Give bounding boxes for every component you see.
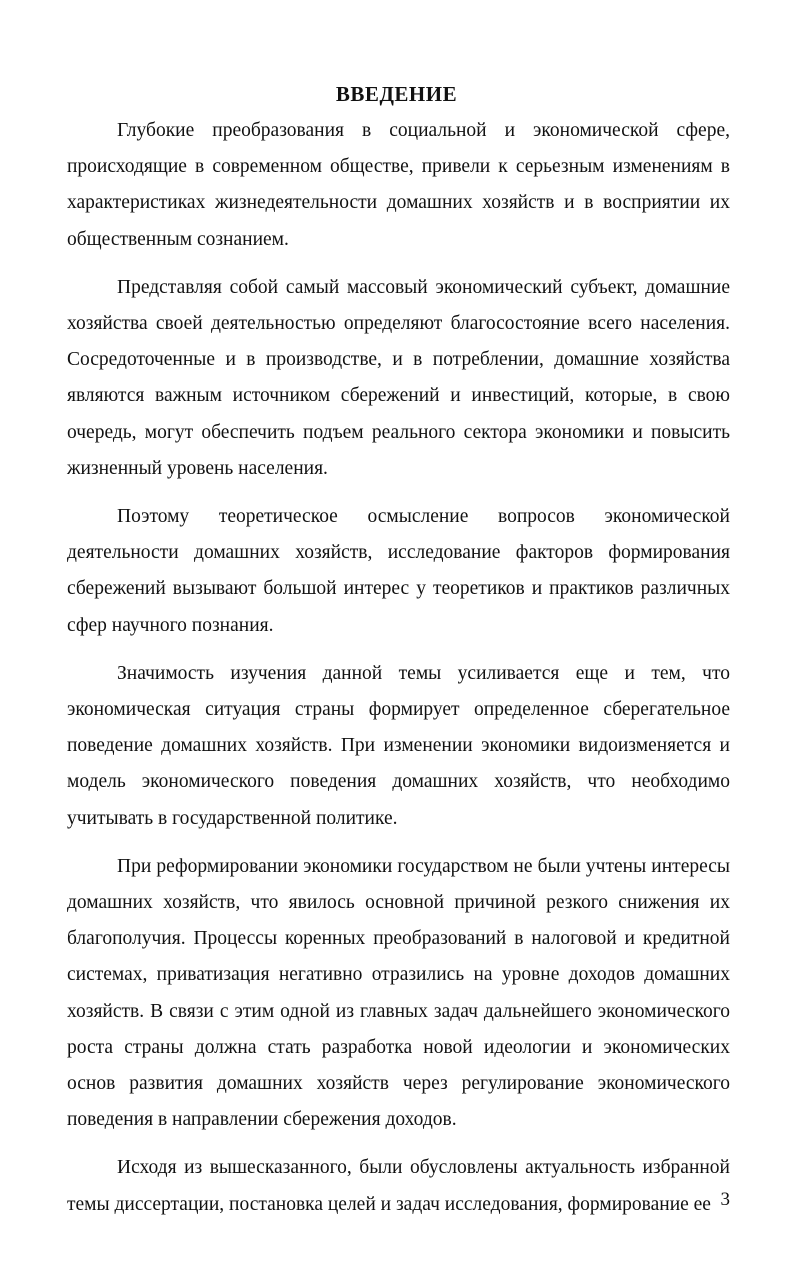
page-heading: ВВЕДЕНИЕ <box>335 82 458 106</box>
paragraph-3: Поэтому теоретическое осмысление вопросов экономической деятельности домашних хозяйств, исследование факторов формирования сбережений вызывают большой интерес у теоретиков и практиков различных сфер научного познания. <box>67 506 730 636</box>
paragraph-6: Исходя из вышесказанного, были обусловлены актуальность избранной темы диссертации, постановка целей и задач исследования, формирование ее <box>67 1157 730 1215</box>
page-number: 3 <box>720 1189 730 1210</box>
paragraph-2: Представляя собой самый массовый экономический субъект, домашние хозяйства своей деятельностью определяют благосостояние всего населения. Сосредоточенные и в производстве, и в потреблении, домашние хозяйства являются важным источником сбережений и инвестиций, которые, в свою очередь, могут обеспечить подъем реального сектора экономики и повысить жизненный уровень населения. <box>67 276 730 479</box>
paragraph-4: Значимость изучения данной темы усиливается еще и тем, что экономическая ситуация страны формирует определенное сберегательное поведение домашних хозяйств. При изменении экономики видоизменяется и модель экономического поведения домашних хозяйств, что необходимо учитывать в государственной политике. <box>67 662 730 829</box>
body-text <box>67 113 730 1235</box>
paragraph-1: Глубокие преобразования в социальной и экономической сфере, происходящие в современном обществе, привели к серьезным изменениям в характеристиках жизнедеятельности домашних хозяйств и в восприятии их общественным сознанием. <box>67 120 730 250</box>
paragraph-5: При реформировании экономики государством не были учтены интересы домашних хозяйств, что явилось основной причиной резкого снижения их благополучия. Процессы коренных преобразований в налоговой и кредитной системах, приватизация негативно отразились на уровне доходов домашних хозяйств. В связи с этим одной из главных задач дальнейшего экономического роста страны должна стать разработка новой идеологии и экономических основ развития домашних хозяйств через регулирование экономического поведения в направлении сбережения доходов. <box>67 855 730 1131</box>
